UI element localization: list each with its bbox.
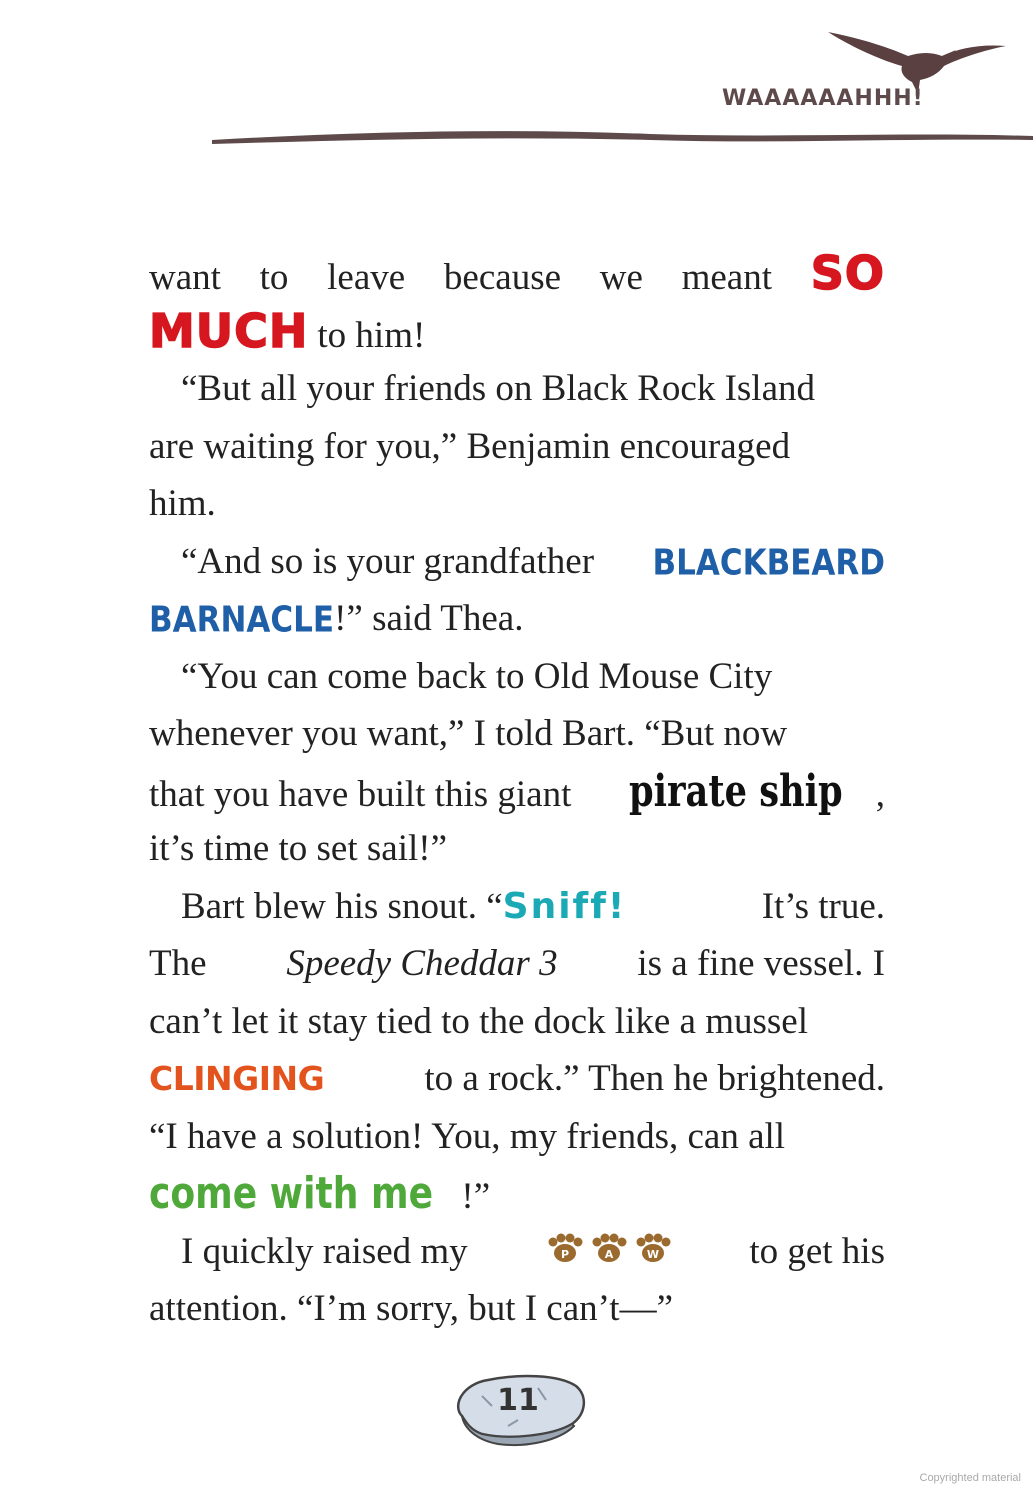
sfx-sniff: Sniff! [502, 885, 627, 927]
text-run: “But all your friends on Black Rock Island [181, 368, 816, 409]
paw-print-icon [634, 1233, 672, 1263]
text-line [149, 1165, 885, 1223]
text-run: to him! [317, 314, 426, 356]
text-run: are waiting for you,” Benjamin encouraged [149, 425, 791, 467]
word: meant [681, 257, 773, 298]
text-line [149, 1223, 885, 1281]
word: to [259, 257, 289, 298]
page-number-badge [448, 1370, 588, 1450]
text-line [149, 993, 885, 1051]
chapter-header-title: WAAAAAAHHH! [722, 86, 924, 111]
sfx-pirate-ship: pirate ship [628, 765, 843, 817]
text-line [149, 360, 885, 418]
text-run: it’s time to set sail!” [149, 828, 448, 869]
text-line [149, 935, 885, 993]
text-line [149, 820, 885, 878]
paw-letter: A [604, 1247, 613, 1261]
sfx-clinging: CLINGING [149, 1059, 325, 1098]
text-line [149, 763, 885, 821]
text-run: attention. “I’m sorry, but I can’t—” [149, 1288, 673, 1329]
sfx-come-with-me: come with me [149, 1168, 434, 1219]
text-run: !” said Thea. [334, 598, 524, 639]
paw-word [546, 1233, 672, 1263]
text-run: It’s true. [761, 885, 885, 927]
word: we [599, 257, 643, 298]
text-line [149, 533, 885, 591]
page-number: 11 [497, 1383, 539, 1418]
sfx-blackbeard: BLACKBEARD [652, 541, 885, 584]
sfx-much: MUCH [149, 303, 309, 358]
word: because [443, 257, 562, 298]
paw-letter: P [560, 1247, 569, 1261]
text-run: is a fine vessel. I [637, 943, 885, 984]
sfx-barnacle: BARNACLE [149, 599, 335, 641]
ship-name: Speedy Cheddar 3 [286, 943, 558, 984]
text-run: I quickly raised my [181, 1230, 468, 1272]
text-run: to a rock.” Then he brightened. [424, 1058, 885, 1099]
text-run: can’t let it stay tied to the dock like a mussel [149, 1000, 808, 1042]
paw-letter: W [646, 1247, 659, 1261]
text-line [149, 590, 885, 648]
text-line [149, 1050, 885, 1108]
sfx-so: SO [810, 246, 885, 300]
word: want [149, 257, 221, 298]
copyright-notice: Copyrighted material [919, 1472, 1021, 1484]
text-run: that you have built this giant [149, 773, 572, 815]
text-line [149, 303, 885, 361]
text-run: Bart blew his snout. “ [181, 885, 503, 927]
text-line [149, 245, 885, 303]
pterodactyl-icon [820, 22, 1010, 94]
text-line [149, 418, 885, 476]
story-text [149, 245, 885, 1338]
text-run: “I have a solution! You, my friends, can all [149, 1115, 786, 1157]
text-run: , [875, 773, 885, 815]
paw-print-icon [590, 1233, 628, 1263]
text-run: whenever you want,” I told Bart. “But now [149, 713, 788, 754]
word: leave [327, 257, 406, 298]
text-run: The [149, 943, 207, 984]
text-line [149, 1108, 885, 1166]
text-line [149, 705, 885, 763]
header-divider [0, 110, 1033, 160]
text-run: to get his [749, 1230, 885, 1272]
text-line [149, 475, 885, 533]
text-run: him. [149, 483, 216, 524]
text-line [149, 878, 885, 936]
paw-print-icon [546, 1233, 584, 1263]
text-run: “You can come back to Old Mouse City [181, 655, 773, 697]
text-line [149, 1280, 885, 1338]
text-line [149, 648, 885, 706]
text-run: “And so is your grandfather [181, 540, 595, 582]
text-run: !” [461, 1176, 491, 1217]
